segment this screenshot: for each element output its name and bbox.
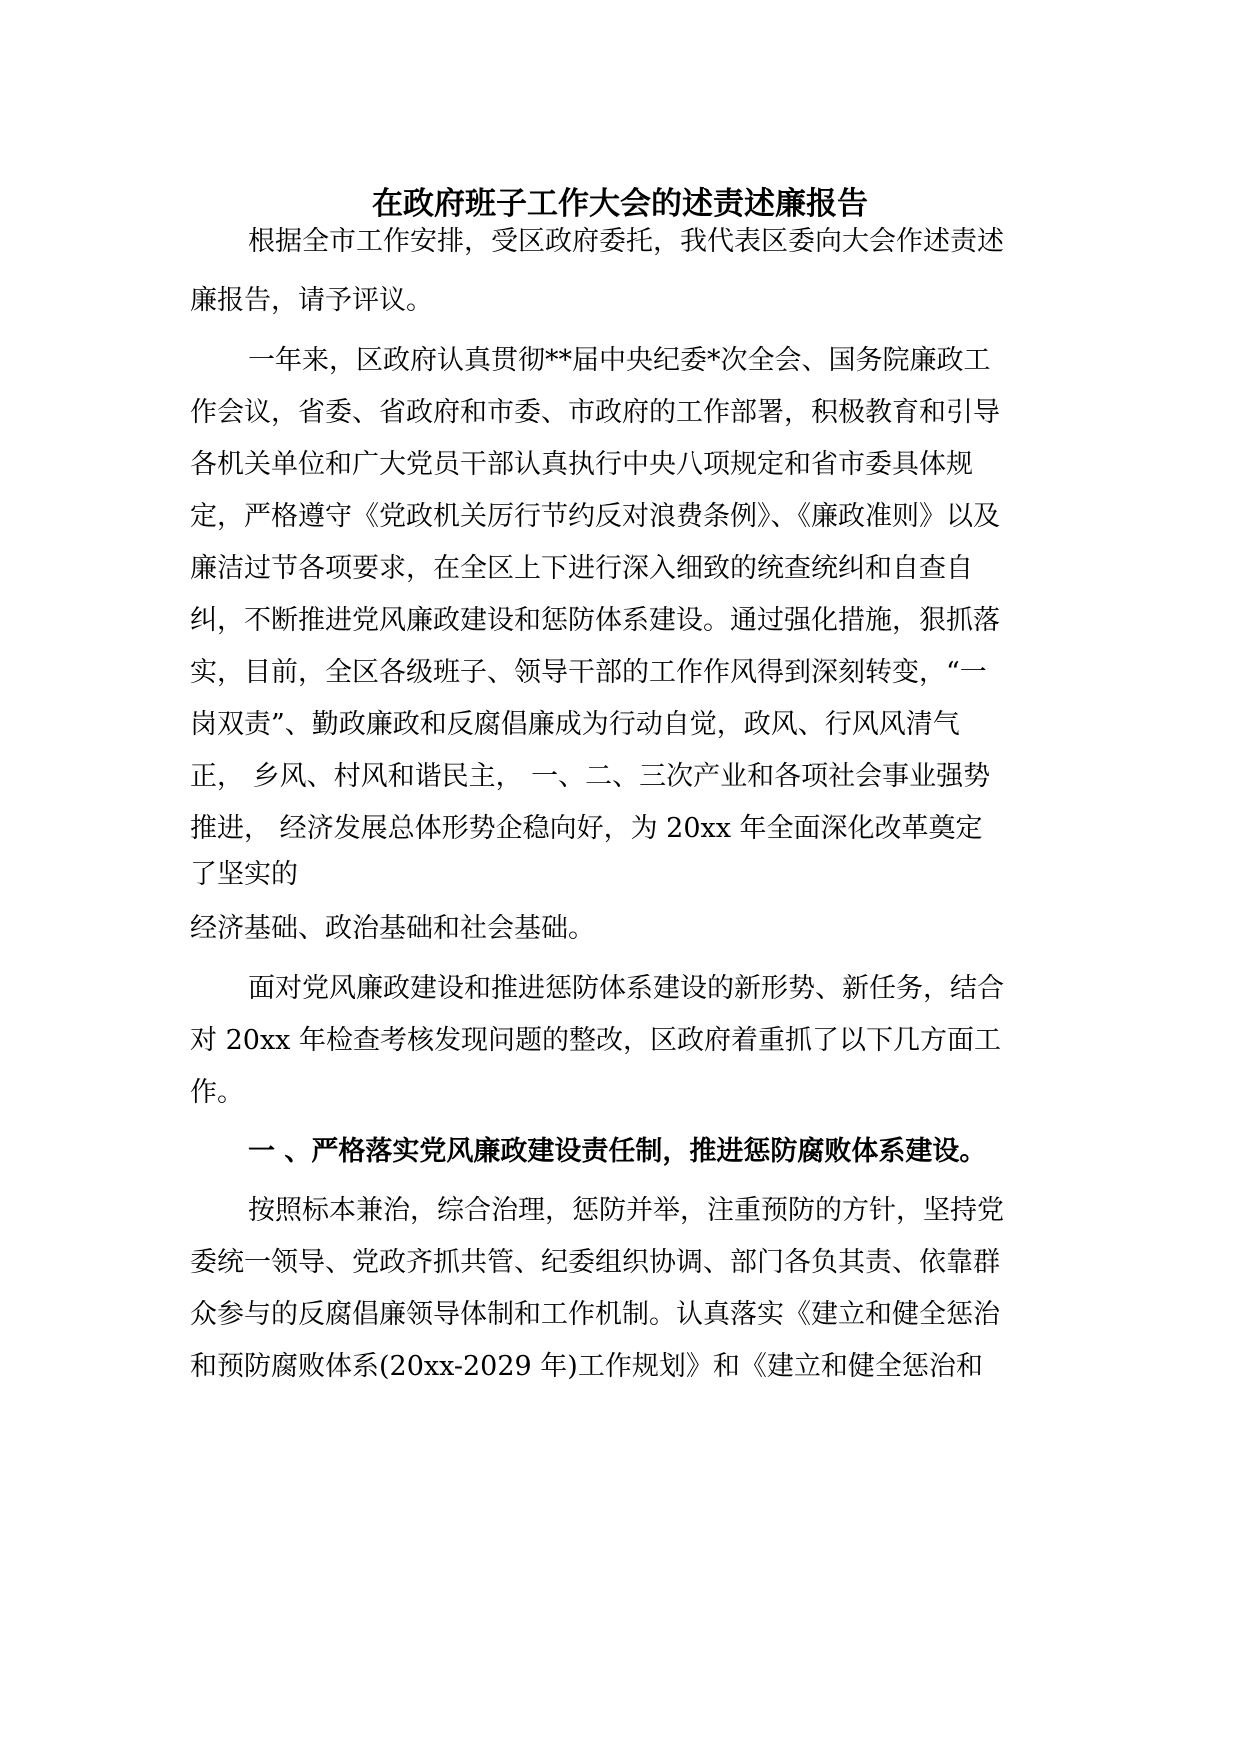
paragraph-line: 正， 乡风、村风和谐民主， 一、二、三次产业和各项社会事业强势 — [190, 761, 991, 792]
paragraph-line: 廉洁过节各项要求，在全区上下进行深入细致的统查统纠和自查自 — [190, 553, 973, 584]
paragraph-line: 根据全市工作安排，受区政府委托，我代表区委向大会作述责述 — [248, 226, 1004, 257]
paragraph-line: 和预防腐败体系(20xx-2029 年)工作规划》和《建立和健全惩治和 — [190, 1351, 983, 1382]
paragraph-line: 委统一领导、党政齐抓共管、纪委组织协调、部门各负其责、依靠群 — [190, 1247, 1000, 1278]
section-heading: 一 、严格落实党风廉政建设责任制，推进惩防腐败体系建设。 — [248, 1136, 987, 1167]
paragraph-line: 作。 — [190, 1077, 244, 1108]
paragraph-line: 对 20xx 年检查考核发现问题的整改，区政府着重抓了以下几方面工 — [190, 1025, 1001, 1056]
paragraph-line: 岗双责”、勤政廉政和反腐倡廉成为行动自觉，政风、行风风清气 — [190, 709, 960, 740]
paragraph-line: 实，目前，全区各级班子、领导干部的工作作风得到深刻转变，“一 — [190, 657, 987, 688]
paragraph-line: 按照标本兼治，综合治理，惩防并举，注重预防的方针，坚持党 — [248, 1195, 1004, 1226]
paragraph-line: 纠，不断推进党风廉政建设和惩防体系建设。通过强化措施，狠抓落 — [190, 605, 1000, 636]
paragraph-line: 一年来，区政府认真贯彻**届中央纪委*次全会、国务院廉政工 — [248, 345, 991, 376]
paragraph-line: 推进， 经济发展总体形势企稳向好，为 20xx 年全面深化改革奠定 — [190, 813, 983, 844]
paragraph-line: 面对党风廉政建设和推进惩防体系建设的新形势、新任务，结合 — [248, 973, 1004, 1004]
paragraph-line: 众参与的反腐倡廉领导体制和工作机制。认真落实《建立和健全惩治 — [190, 1299, 1000, 1330]
paragraph-line: 定，严格遵守《党政机关厉行节约反对浪费条例》、《廉政准则》以及 — [190, 501, 1000, 532]
paragraph-line: 廉报告，请予评议。 — [190, 285, 433, 316]
paragraph-line: 作会议，省委、省政府和市委、市政府的工作部署，积极教育和引导 — [190, 397, 1000, 428]
document-title: 在政府班子工作大会的述责述廉报告 — [372, 186, 868, 222]
paragraph-line: 了坚实的 — [190, 859, 298, 890]
paragraph-line: 各机关单位和广大党员干部认真执行中央八项规定和省市委具体规 — [190, 449, 973, 480]
paragraph-line: 经济基础、政治基础和社会基础。 — [190, 913, 595, 944]
